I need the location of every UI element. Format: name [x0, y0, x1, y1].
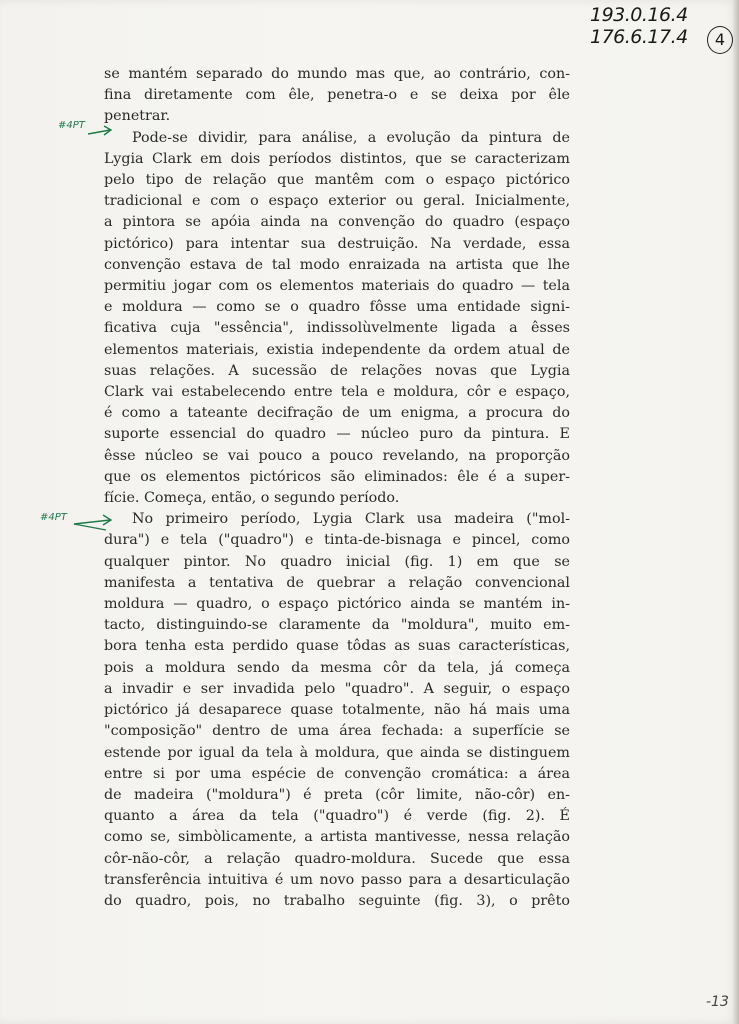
- body-line: pictórico) para intentar sua destruição. Na verdade, essa: [104, 235, 570, 252]
- body-line: "composição" dentro de uma área fechada: a superfície se: [104, 723, 570, 740]
- body-line: suas relações. A sucessão de relações novas que Lygia: [104, 362, 570, 379]
- body-line: quanto a área da tela ("quadro") é verde (fig. 2). É: [104, 808, 570, 825]
- body-line: pelo tipo de relação que mantêm com o espaço pictórico: [104, 172, 570, 189]
- body-line: permitiu jogar com os elementos materiais do quadro — tela: [104, 278, 570, 295]
- body-line: de madeira ("moldura") é preta (côr limite, não-côr) en-: [104, 786, 570, 803]
- body-line: côr-não-côr, a relação quadro-moldura. Sucede que essa: [104, 850, 570, 867]
- archive-reference-codes: [590, 4, 688, 48]
- body-text: [104, 64, 570, 912]
- body-line: No primeiro período, Lygia Clark usa madeira ("mol-: [132, 511, 570, 528]
- body-line: Clark vai estabelecendo entre tela e moldura, côr e espaço,: [104, 384, 570, 401]
- body-line: Pode-se dividir, para análise, a evolução da pintura de: [132, 129, 570, 146]
- body-line: penetrar.: [104, 108, 171, 125]
- body-line: pois a moldura sendo da mesma côr da tela, já começa: [104, 659, 570, 676]
- page-edge-shadow: [733, 0, 739, 1024]
- body-line: do quadro, pois, no trabalho seguinte (fig. 3), o prêto: [104, 892, 570, 909]
- body-line: a invadir e ser invadida pelo "quadro". A seguir, o espaço: [104, 680, 570, 697]
- body-line: Lygia Clark em dois períodos distintos, que se caracterizam: [104, 150, 570, 167]
- body-line: suporte essencial do quadro — núcleo puro da pintura. E: [104, 426, 570, 443]
- body-line: estende por igual da tela à moldura, que ainda se distinguem: [104, 744, 570, 761]
- margin-annotation-2: [40, 512, 110, 532]
- body-line: bora tenha esta perdido quase tôdas as suas características,: [104, 638, 570, 655]
- body-line: a pintora se apóia ainda na convenção do quadro (espaço: [104, 214, 570, 231]
- margin-annotation-1: [58, 120, 108, 140]
- body-line: êsse núcleo se vai pouco a pouco revelando, na proporção: [104, 447, 570, 464]
- body-line: pictórico já desaparece quase totalmente, não há mais uma: [104, 702, 570, 719]
- body-line: tradicional e com o espaço exterior ou geral. Inicialmente,: [104, 193, 570, 210]
- body-line: como se, simbòlicamente, a artista mantivesse, nessa relação: [104, 829, 570, 846]
- body-line: é como a tateante decifração de um enigma, a procura do: [104, 405, 570, 422]
- body-line: se mantém separado do mundo mas que, ao contrário, con-: [104, 66, 570, 82]
- body-line: ficativa cuja "essência", indissolùvelmente ligada a êsses: [104, 320, 570, 337]
- body-line: que os elementos pictóricos são eliminados: êle é a super-: [104, 468, 570, 485]
- margin-annotation-2-text: #4PT: [40, 512, 67, 523]
- archive-ref-line-2: 176.6.17.4: [590, 26, 688, 48]
- corner-folio-note: -13: [706, 994, 729, 1010]
- body-line: manifesta a tentativa de quebrar a relação convencional: [104, 574, 570, 591]
- body-line: e moldura — como se o quadro fôsse uma entidade signi-: [104, 299, 570, 316]
- body-line: dura") e tela ("quadro") e tinta-de-bisnaga e pincel, como: [104, 532, 570, 549]
- body-line: elementos materiais, existia independente da ordem atual de: [104, 341, 570, 358]
- body-line: tacto, distinguindo-se claramente da "moldura", muito em-: [104, 617, 570, 634]
- body-line: transferência intuitiva é um novo passo para a desarticulação: [104, 871, 570, 888]
- body-line: moldura — quadro, o espaço pictórico ainda se mantém in-: [104, 596, 570, 613]
- body-line: convenção estava de tal modo enraizada na artista que lhe: [104, 256, 570, 273]
- body-line: entre si por uma espécie de convenção cromática: a área: [104, 765, 570, 782]
- body-line: fina diretamente com êle, penetra-o e se deixa por êle: [104, 87, 570, 104]
- body-line: qualquer pintor. No quadro inicial (fig. 1) em que se: [104, 553, 570, 570]
- archive-ref-line-1: 193.0.16.4: [590, 4, 688, 26]
- page-number-circle: 4: [707, 26, 733, 54]
- margin-annotation-1-text: #4PT: [58, 120, 85, 131]
- body-line: fície. Começa, então, o segundo período.: [104, 490, 400, 507]
